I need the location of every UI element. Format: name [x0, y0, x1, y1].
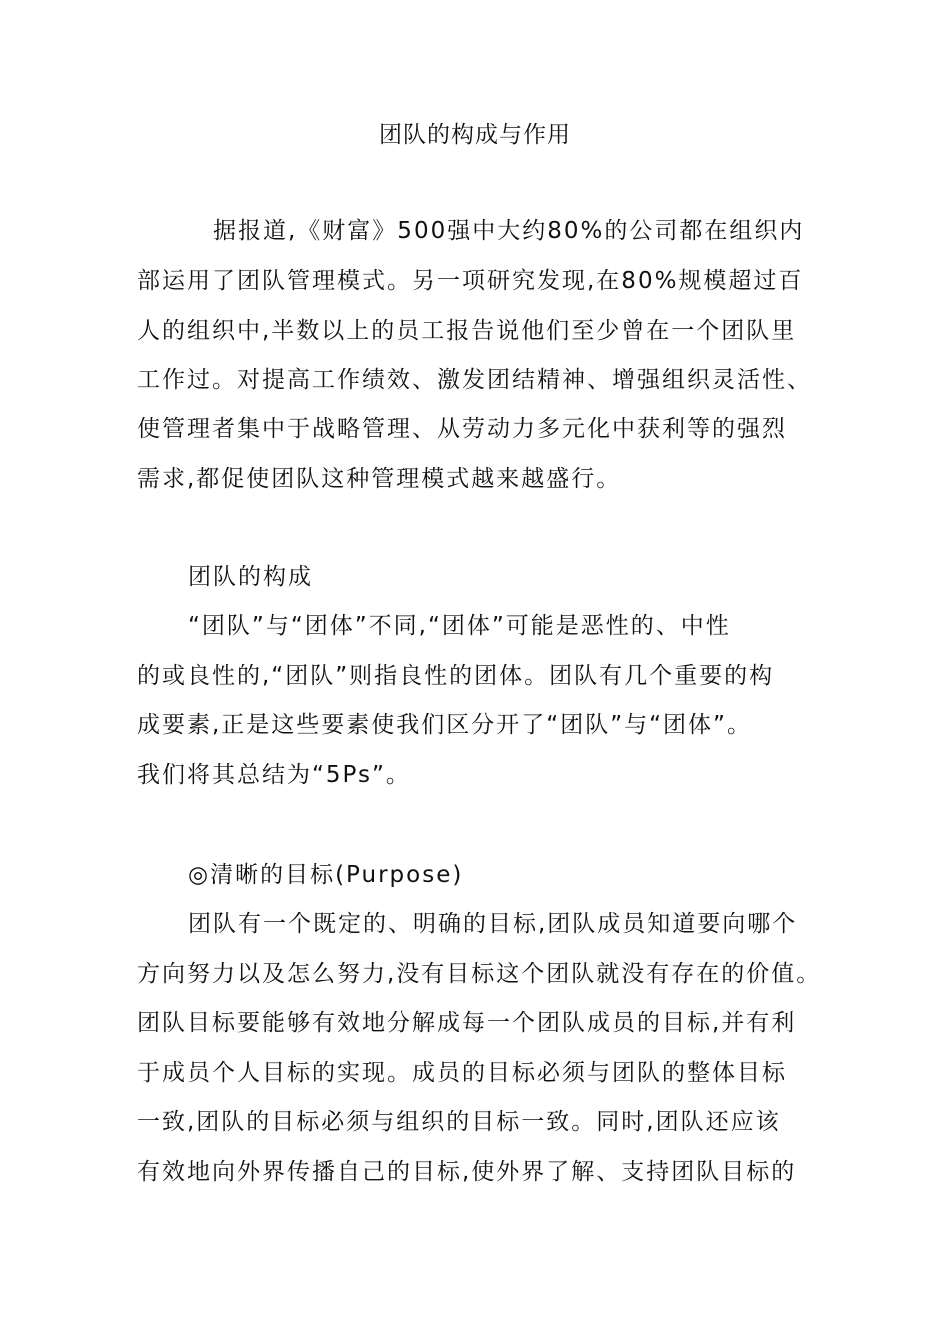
paragraph-line: 部运用了团队管理模式。另一项研究发现,在80%规模超过百	[137, 268, 804, 294]
document-title: 团队的构成与作用	[379, 122, 571, 148]
paragraph-line: 成要素,正是这些要素使我们区分开了“团队”与“团体”。	[137, 712, 752, 738]
paragraph-line: 人的组织中,半数以上的员工报告说他们至少曾在一个团队里	[137, 318, 797, 344]
paragraph-line: 使管理者集中于战略管理、从劳动力多元化中获利等的强烈	[137, 416, 787, 442]
paragraph-line: 工作过。对提高工作绩效、激发团结精神、增强组织灵活性、	[137, 367, 812, 393]
section-heading: 团队的构成	[188, 564, 313, 590]
paragraph-line: 的或良性的,“团队”则指良性的团体。团队有几个重要的构	[137, 663, 775, 689]
paragraph-line: 一致,团队的目标必须与组织的目标一致。同时,团队还应该	[137, 1109, 781, 1135]
paragraph-line: 方向努力以及怎么努力,没有目标这个团队就没有存在的价值。	[137, 961, 822, 987]
section-heading: ◎清晰的目标(Purpose)	[188, 862, 464, 888]
paragraph-line: 据报道,《财富》500强中大约80%的公司都在组织内	[213, 218, 805, 244]
paragraph-line: 我们将其总结为“5Ps”。	[137, 762, 411, 788]
paragraph-line: 需求,都促使团队这种管理模式越来越盛行。	[137, 466, 622, 492]
paragraph-line: 团队目标要能够有效地分解成每一个团队成员的目标,并有利	[137, 1010, 797, 1036]
paragraph-line: 有效地向外界传播自己的目标,使外界了解、支持团队目标的	[137, 1159, 797, 1185]
paragraph-line: 于成员个人目标的实现。成员的目标必须与团队的整体目标	[137, 1060, 787, 1086]
paragraph-line: “团队”与“团体”不同,“团体”可能是恶性的、中性	[188, 613, 731, 639]
paragraph-line: 团队有一个既定的、明确的目标,团队成员知道要向哪个	[188, 911, 798, 937]
